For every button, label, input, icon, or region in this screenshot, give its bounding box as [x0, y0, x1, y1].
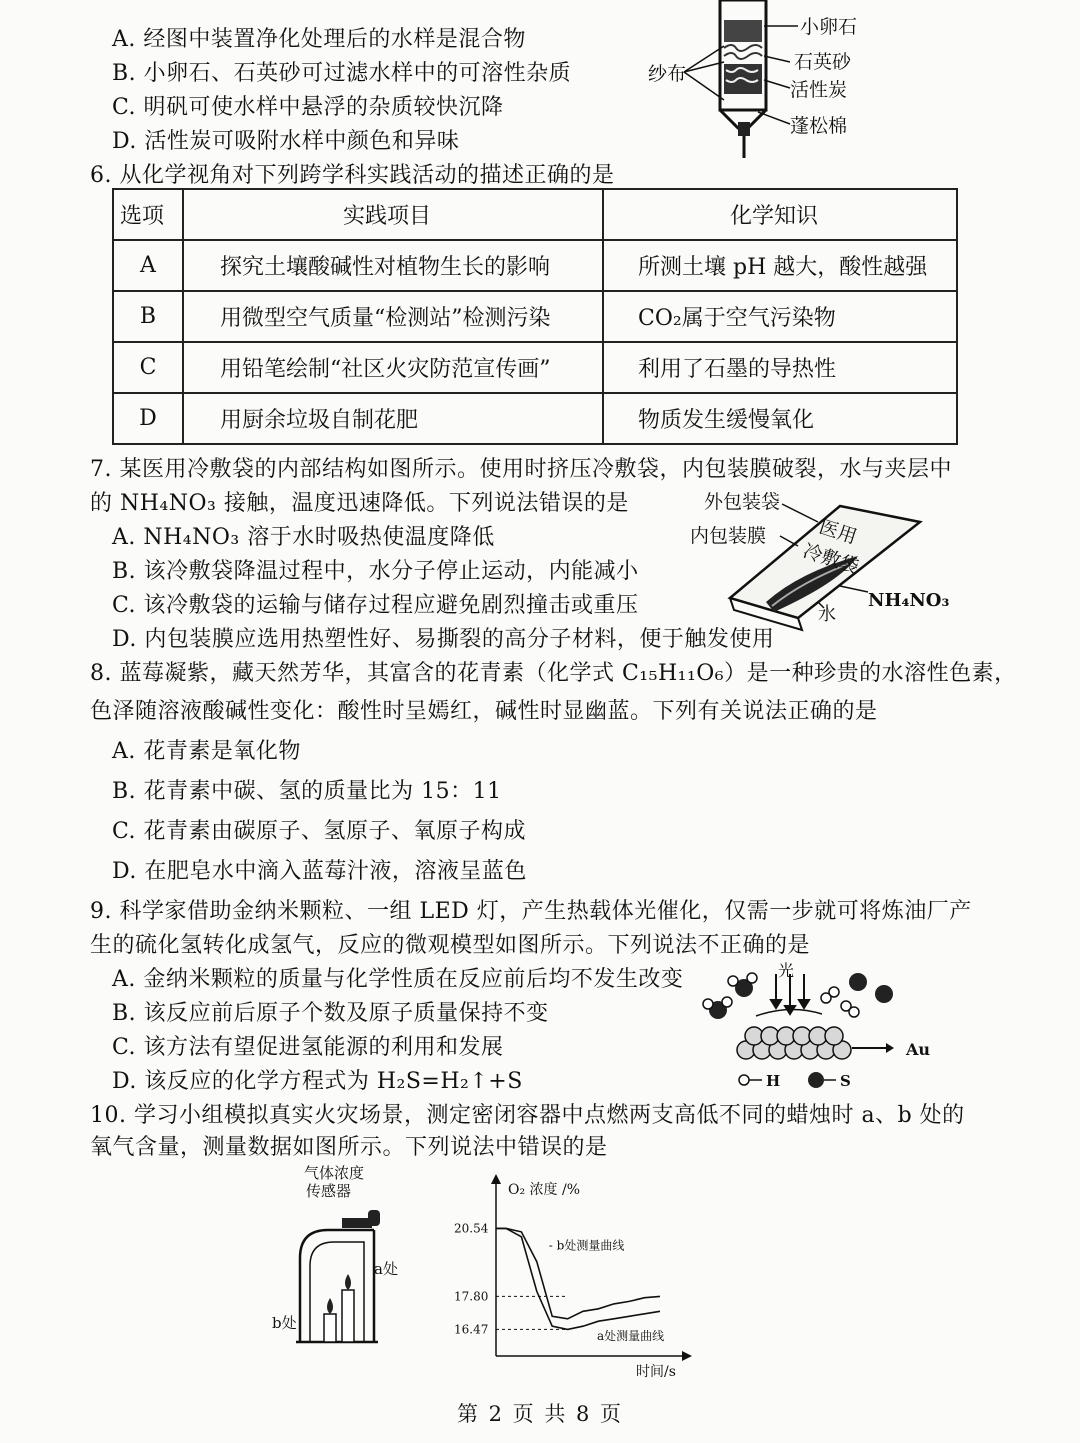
- label-nh4no3: NH₄NO₃: [868, 590, 950, 611]
- header-project: 实践项目: [183, 189, 603, 240]
- label-gas-sensor-2: 传感器: [306, 1182, 352, 1200]
- row-project: 用微型空气质量“检测站”检测污染: [183, 291, 603, 342]
- label-water: 水: [818, 604, 836, 625]
- label-quartz-sand: 石英砂: [794, 51, 852, 73]
- x-axis-label: 时间/s: [636, 1364, 676, 1380]
- table-row: [113, 240, 957, 291]
- q7-stem-line1: 7. 某医用冷敷袋的内部结构如图所示。使用时挤压冷敷袋，内包装膜破裂，水与夹层中: [90, 457, 952, 482]
- label-bag-title-2: 冷敷袋: [800, 539, 862, 579]
- row-knowledge: 所测土壤 pH 越大，酸性越强: [603, 240, 957, 291]
- row-key: D: [113, 393, 183, 444]
- y-tick-label: 17.80: [454, 1289, 489, 1304]
- q7-option-c: C. 该冷敷袋的运输与储存过程应避免剧烈撞击或重压: [112, 593, 639, 618]
- q9-option-b: B. 该反应前后原子个数及原子质量保持不变: [112, 1001, 549, 1026]
- q8-option-b: B. 花青素中碳、氢的质量比为 15：11: [112, 779, 502, 804]
- q5-option-c: C. 明矾可使水样中悬浮的杂质较快沉降: [112, 95, 504, 120]
- candle-apparatus-figure: [270, 1162, 420, 1362]
- row-knowledge: 利用了石墨的导热性: [603, 342, 957, 393]
- water-filter-figure: [640, 0, 890, 160]
- products: [821, 973, 893, 1017]
- table-header-row: [113, 189, 957, 240]
- q5-option-b: B. 小卵石、石英砂可过滤水样中的可溶性杂质: [112, 61, 572, 86]
- page-footer: 第 2 页 共 8 页: [456, 1402, 624, 1426]
- y-axis-label: O₂ 浓度 /%: [508, 1182, 581, 1198]
- q7-stem-line2: 的 NH₄NO₃ 接触，温度迅速降低。下列说法错误的是: [90, 491, 629, 516]
- label-inner-film: 内包装膜: [690, 525, 767, 547]
- q7-option-b: B. 该冷敷袋降温过程中，水分子停止运动，内能减小: [112, 559, 639, 584]
- label-bag-title-1: 医用: [816, 515, 860, 549]
- row-key: C: [113, 342, 183, 393]
- header-option: 选项: [113, 189, 183, 240]
- row-knowledge: 物质发生缓慢氧化: [603, 393, 957, 444]
- q6-stem: 6. 从化学视角对下列跨学科实践活动的描述正确的是: [90, 163, 615, 188]
- label-light: 光: [778, 961, 795, 980]
- header-knowledge: 化学知识: [603, 189, 957, 240]
- table-row: [113, 291, 957, 342]
- label-h: H: [766, 1072, 781, 1090]
- x-axis-arrow-icon: [682, 1351, 692, 1361]
- q8-option-d: D. 在肥皂水中滴入蓝莓汁液，溶液呈蓝色: [112, 859, 527, 884]
- q7-option-d: D. 内包装膜应选用热塑性好、易撕裂的高分子材料，便于触发使用: [112, 627, 775, 652]
- gold-nanoparticles: [737, 1027, 851, 1059]
- series-label-b: - b处测量曲线: [548, 1238, 625, 1253]
- label-s: S: [840, 1072, 851, 1090]
- label-b-position: b处: [272, 1314, 297, 1332]
- q9-option-d: D. 该反应的化学方程式为 H₂S=H₂↑+S: [112, 1069, 523, 1094]
- reaction-model-figure: [700, 960, 950, 1090]
- table-row: [113, 393, 957, 444]
- q7-option-a: A. NH₄NO₃ 溶于水时吸热使温度降低: [112, 525, 495, 550]
- y-tick-label: 20.54: [454, 1221, 489, 1236]
- q5-option-d: D. 活性炭可吸附水样中颜色和异味: [112, 129, 460, 154]
- q9-option-c: C. 该方法有望促进氢能源的利用和发展: [112, 1035, 504, 1060]
- row-knowledge: CO₂属于空气污染物: [603, 291, 957, 342]
- series-label-a: a处测量曲线: [597, 1329, 665, 1344]
- h2s-molecules: [703, 973, 757, 1019]
- row-key: A: [113, 240, 183, 291]
- q10-stem-line2: 氧气含量，测量数据如图所示。下列说法中错误的是: [90, 1135, 608, 1160]
- table-row: [113, 342, 957, 393]
- q9-stem-line2: 生的硫化氢转化成氢气，反应的微观模型如图所示。下列说法不正确的是: [90, 933, 811, 958]
- label-activated-carbon: 活性炭: [790, 79, 848, 101]
- label-outer-bag: 外包装袋: [704, 491, 781, 513]
- row-project: 用厨余垃圾自制花肥: [183, 393, 603, 444]
- q8-stem-line2: 色泽随溶液酸碱性变化：酸性时呈嫣红，碱性时显幽蓝。下列有关说法正确的是: [90, 699, 878, 724]
- cold-pack-figure: [690, 486, 970, 626]
- q8-option-a: A. 花青素是氧化物: [112, 739, 301, 764]
- q9-option-a: A. 金纳米颗粒的质量与化学性质在反应前后均不发生改变: [112, 967, 684, 992]
- y-axis-arrow-icon: [491, 1174, 501, 1184]
- q8-stem-line1: 8. 蓝莓凝紫，藏天然芳华，其富含的花青素（化学式 C₁₅H₁₁O₆）是一种珍贵的水溶性色素，: [90, 661, 1017, 686]
- y-tick-label: 16.47: [454, 1322, 489, 1337]
- q6-table: [112, 188, 958, 445]
- q10-stem-line1: 10. 学习小组模拟真实火灾场景，测定密闭容器中点燃两支高低不同的蜡烛时 a、b 处的: [90, 1103, 965, 1128]
- q8-option-c: C. 花青素由碳原子、氢原子、氧原子构成: [112, 819, 527, 844]
- q5-option-a: A. 经图中装置净化处理后的水样是混合物: [112, 27, 526, 52]
- oxygen-concentration-chart: [450, 1170, 710, 1380]
- label-a-position: a处: [374, 1260, 398, 1278]
- row-key: B: [113, 291, 183, 342]
- label-au: Au: [906, 1040, 931, 1059]
- label-pebbles: 小卵石: [800, 16, 858, 38]
- label-gauze: 纱布: [648, 63, 687, 85]
- row-project: 用铅笔绘制“社区火灾防范宣传画”: [183, 342, 603, 393]
- row-project: 探究土壤酸碱性对植物生长的影响: [183, 240, 603, 291]
- label-gas-sensor-1: 气体浓度: [304, 1164, 365, 1182]
- q9-stem-line1: 9. 科学家借助金纳米颗粒、一组 LED 灯，产生热载体光催化，仅需一步就可将炼油厂产: [90, 899, 972, 924]
- label-cotton: 蓬松棉: [790, 115, 848, 137]
